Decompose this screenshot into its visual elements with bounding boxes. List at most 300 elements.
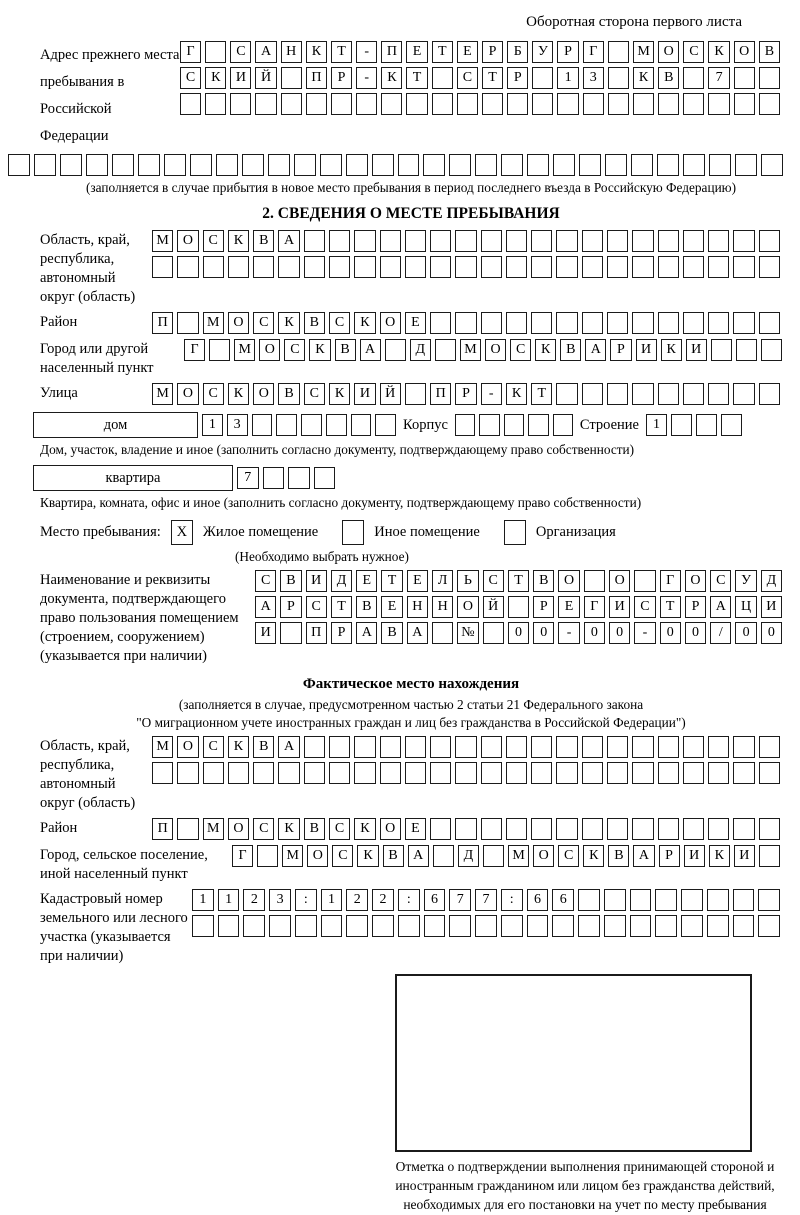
char-cell[interactable] bbox=[531, 312, 552, 334]
char-cell[interactable]: Ь bbox=[457, 570, 478, 592]
char-cell[interactable]: М bbox=[460, 339, 481, 361]
char-cell[interactable] bbox=[733, 915, 755, 937]
char-cell[interactable] bbox=[708, 230, 729, 252]
char-cell[interactable] bbox=[455, 414, 475, 436]
char-cell[interactable]: К bbox=[309, 339, 330, 361]
char-cell[interactable] bbox=[281, 67, 302, 89]
char-cell[interactable] bbox=[736, 339, 757, 361]
char-cell[interactable] bbox=[608, 93, 629, 115]
char-cell[interactable] bbox=[582, 312, 603, 334]
char-cell[interactable] bbox=[607, 736, 628, 758]
char-cell[interactable]: М bbox=[234, 339, 255, 361]
char-cell[interactable]: И bbox=[609, 596, 630, 618]
char-cell[interactable] bbox=[268, 154, 290, 176]
char-cell[interactable]: С bbox=[203, 230, 224, 252]
char-cell[interactable]: К bbox=[228, 230, 249, 252]
char-cell[interactable]: А bbox=[710, 596, 731, 618]
char-cell[interactable] bbox=[506, 762, 527, 784]
char-cell[interactable]: А bbox=[356, 622, 377, 644]
char-cell[interactable] bbox=[354, 762, 375, 784]
char-cell[interactable] bbox=[582, 736, 603, 758]
char-cell[interactable]: А bbox=[278, 230, 299, 252]
char-cell[interactable]: Т bbox=[432, 41, 453, 63]
char-cell[interactable] bbox=[633, 93, 654, 115]
char-cell[interactable] bbox=[380, 256, 401, 278]
char-cell[interactable] bbox=[177, 818, 198, 840]
char-cell[interactable] bbox=[278, 762, 299, 784]
char-cell[interactable]: С bbox=[683, 41, 704, 63]
char-cell[interactable]: И bbox=[230, 67, 251, 89]
char-cell[interactable]: Т bbox=[660, 596, 681, 618]
char-cell[interactable] bbox=[671, 414, 692, 436]
char-cell[interactable] bbox=[346, 154, 368, 176]
char-cell[interactable] bbox=[708, 312, 729, 334]
char-cell[interactable] bbox=[205, 93, 226, 115]
char-cell[interactable] bbox=[423, 154, 445, 176]
char-cell[interactable]: М bbox=[633, 41, 654, 63]
char-cell[interactable]: В bbox=[253, 230, 274, 252]
char-cell[interactable] bbox=[681, 889, 703, 911]
char-cell[interactable] bbox=[733, 230, 754, 252]
char-cell[interactable] bbox=[326, 414, 347, 436]
char-cell[interactable] bbox=[658, 312, 679, 334]
char-cell[interactable]: А bbox=[408, 845, 429, 867]
char-cell[interactable]: Г bbox=[180, 41, 201, 63]
char-cell[interactable] bbox=[405, 383, 426, 405]
char-cell[interactable] bbox=[228, 256, 249, 278]
char-cell[interactable] bbox=[608, 41, 629, 63]
char-cell[interactable] bbox=[582, 230, 603, 252]
char-cell[interactable] bbox=[733, 256, 754, 278]
char-cell[interactable] bbox=[331, 93, 352, 115]
char-cell[interactable] bbox=[501, 154, 523, 176]
char-cell[interactable] bbox=[658, 736, 679, 758]
char-cell[interactable]: Т bbox=[482, 67, 503, 89]
char-cell[interactable] bbox=[152, 256, 173, 278]
char-cell[interactable]: С bbox=[306, 596, 327, 618]
char-cell[interactable] bbox=[288, 467, 310, 489]
char-cell[interactable]: О bbox=[457, 596, 478, 618]
char-cell[interactable] bbox=[708, 383, 729, 405]
char-cell[interactable]: Т bbox=[331, 41, 352, 63]
char-cell[interactable] bbox=[356, 93, 377, 115]
char-cell[interactable]: 6 bbox=[424, 889, 446, 911]
char-cell[interactable] bbox=[655, 889, 677, 911]
char-cell[interactable]: 3 bbox=[227, 414, 248, 436]
char-cell[interactable] bbox=[430, 256, 451, 278]
char-cell[interactable] bbox=[658, 256, 679, 278]
char-cell[interactable] bbox=[556, 818, 577, 840]
char-cell[interactable]: О bbox=[259, 339, 280, 361]
char-cell[interactable] bbox=[481, 818, 502, 840]
char-cell[interactable] bbox=[481, 736, 502, 758]
char-cell[interactable]: 1 bbox=[557, 67, 578, 89]
char-cell[interactable] bbox=[230, 93, 251, 115]
char-cell[interactable]: Л bbox=[432, 570, 453, 592]
char-cell[interactable] bbox=[506, 230, 527, 252]
char-cell[interactable] bbox=[314, 467, 336, 489]
char-cell[interactable] bbox=[607, 256, 628, 278]
char-cell[interactable] bbox=[475, 915, 497, 937]
char-cell[interactable]: С bbox=[203, 383, 224, 405]
char-cell[interactable] bbox=[721, 414, 742, 436]
char-cell[interactable]: П bbox=[152, 818, 173, 840]
char-cell[interactable] bbox=[528, 414, 548, 436]
char-cell[interactable] bbox=[708, 93, 729, 115]
char-cell[interactable] bbox=[190, 154, 212, 176]
char-cell[interactable]: К bbox=[708, 41, 729, 63]
char-cell[interactable] bbox=[372, 154, 394, 176]
char-cell[interactable]: № bbox=[457, 622, 478, 644]
char-cell[interactable]: С bbox=[558, 845, 579, 867]
char-cell[interactable] bbox=[482, 93, 503, 115]
char-cell[interactable] bbox=[582, 818, 603, 840]
char-cell[interactable] bbox=[758, 889, 780, 911]
char-cell[interactable] bbox=[582, 383, 603, 405]
char-cell[interactable] bbox=[380, 736, 401, 758]
char-cell[interactable] bbox=[506, 818, 527, 840]
char-cell[interactable]: 6 bbox=[527, 889, 549, 911]
char-cell[interactable] bbox=[707, 915, 729, 937]
char-cell[interactable] bbox=[607, 312, 628, 334]
char-cell[interactable]: 0 bbox=[533, 622, 554, 644]
char-cell[interactable]: Б bbox=[507, 41, 528, 63]
char-cell[interactable]: О bbox=[380, 312, 401, 334]
char-cell[interactable] bbox=[205, 41, 226, 63]
char-cell[interactable]: С bbox=[329, 818, 350, 840]
char-cell[interactable]: 1 bbox=[321, 889, 343, 911]
char-cell[interactable]: О bbox=[558, 570, 579, 592]
char-cell[interactable] bbox=[761, 339, 782, 361]
char-cell[interactable] bbox=[481, 230, 502, 252]
char-cell[interactable] bbox=[733, 383, 754, 405]
char-cell[interactable]: О bbox=[685, 570, 706, 592]
char-cell[interactable]: Е bbox=[406, 41, 427, 63]
char-cell[interactable]: Г bbox=[660, 570, 681, 592]
char-cell[interactable] bbox=[683, 230, 704, 252]
char-cell[interactable] bbox=[632, 256, 653, 278]
char-cell[interactable]: 0 bbox=[735, 622, 756, 644]
char-cell[interactable] bbox=[759, 67, 780, 89]
char-cell[interactable] bbox=[329, 256, 350, 278]
char-cell[interactable]: К bbox=[357, 845, 378, 867]
char-cell[interactable]: М bbox=[203, 818, 224, 840]
char-cell[interactable]: С bbox=[457, 67, 478, 89]
char-cell[interactable] bbox=[329, 762, 350, 784]
char-cell[interactable]: С bbox=[253, 312, 274, 334]
char-cell[interactable] bbox=[733, 818, 754, 840]
char-cell[interactable] bbox=[683, 154, 705, 176]
char-cell[interactable] bbox=[658, 383, 679, 405]
char-cell[interactable]: И bbox=[636, 339, 657, 361]
char-cell[interactable]: А bbox=[278, 736, 299, 758]
char-cell[interactable]: С bbox=[304, 383, 325, 405]
char-cell[interactable] bbox=[531, 736, 552, 758]
char-cell[interactable] bbox=[604, 915, 626, 937]
char-cell[interactable] bbox=[632, 736, 653, 758]
char-cell[interactable] bbox=[556, 256, 577, 278]
char-cell[interactable] bbox=[405, 736, 426, 758]
char-cell[interactable] bbox=[455, 736, 476, 758]
char-cell[interactable] bbox=[138, 154, 160, 176]
char-cell[interactable]: С bbox=[510, 339, 531, 361]
char-cell[interactable]: 0 bbox=[660, 622, 681, 644]
char-cell[interactable] bbox=[658, 230, 679, 252]
char-cell[interactable]: К bbox=[306, 41, 327, 63]
char-cell[interactable]: О bbox=[253, 383, 274, 405]
char-cell[interactable] bbox=[177, 312, 198, 334]
char-cell[interactable]: Р bbox=[482, 41, 503, 63]
char-cell[interactable] bbox=[655, 915, 677, 937]
char-cell[interactable]: С bbox=[255, 570, 276, 592]
char-cell[interactable] bbox=[683, 256, 704, 278]
char-cell[interactable]: П bbox=[306, 622, 327, 644]
char-cell[interactable] bbox=[218, 915, 240, 937]
char-cell[interactable] bbox=[556, 383, 577, 405]
char-cell[interactable]: О bbox=[228, 818, 249, 840]
char-cell[interactable]: В bbox=[304, 312, 325, 334]
char-cell[interactable] bbox=[632, 818, 653, 840]
char-cell[interactable] bbox=[252, 414, 273, 436]
char-cell[interactable] bbox=[608, 67, 629, 89]
char-cell[interactable]: О bbox=[609, 570, 630, 592]
char-cell[interactable] bbox=[658, 818, 679, 840]
char-cell[interactable]: А bbox=[585, 339, 606, 361]
char-cell[interactable]: Й bbox=[255, 67, 276, 89]
char-cell[interactable] bbox=[507, 93, 528, 115]
char-cell[interactable] bbox=[253, 762, 274, 784]
char-cell[interactable]: В bbox=[533, 570, 554, 592]
char-cell[interactable]: Р bbox=[533, 596, 554, 618]
char-cell[interactable]: А bbox=[255, 41, 276, 63]
char-cell[interactable]: 3 bbox=[269, 889, 291, 911]
char-cell[interactable]: К bbox=[633, 67, 654, 89]
char-cell[interactable] bbox=[707, 889, 729, 911]
char-cell[interactable] bbox=[280, 622, 301, 644]
char-cell[interactable] bbox=[696, 414, 717, 436]
char-cell[interactable] bbox=[455, 762, 476, 784]
char-cell[interactable] bbox=[304, 736, 325, 758]
char-cell[interactable]: М bbox=[152, 736, 173, 758]
char-cell[interactable] bbox=[579, 154, 601, 176]
char-cell[interactable]: О bbox=[177, 736, 198, 758]
char-cell[interactable]: Т bbox=[508, 570, 529, 592]
char-cell[interactable] bbox=[735, 154, 757, 176]
char-cell[interactable] bbox=[556, 736, 577, 758]
char-cell[interactable] bbox=[432, 93, 453, 115]
char-cell[interactable]: 2 bbox=[372, 889, 394, 911]
char-cell[interactable]: 2 bbox=[346, 889, 368, 911]
char-cell[interactable]: С bbox=[634, 596, 655, 618]
char-cell[interactable]: К bbox=[506, 383, 527, 405]
char-cell[interactable] bbox=[380, 762, 401, 784]
char-cell[interactable]: С bbox=[329, 312, 350, 334]
char-cell[interactable]: О bbox=[380, 818, 401, 840]
char-cell[interactable] bbox=[683, 762, 704, 784]
char-cell[interactable] bbox=[733, 762, 754, 784]
char-cell[interactable] bbox=[253, 256, 274, 278]
char-cell[interactable] bbox=[531, 256, 552, 278]
char-cell[interactable] bbox=[632, 230, 653, 252]
char-cell[interactable]: Р bbox=[507, 67, 528, 89]
char-cell[interactable] bbox=[759, 312, 780, 334]
char-cell[interactable] bbox=[304, 230, 325, 252]
char-cell[interactable] bbox=[430, 762, 451, 784]
char-cell[interactable]: П bbox=[152, 312, 173, 334]
char-cell[interactable] bbox=[192, 915, 214, 937]
char-cell[interactable] bbox=[481, 762, 502, 784]
char-cell[interactable]: О bbox=[734, 41, 755, 63]
char-cell[interactable] bbox=[449, 915, 471, 937]
char-cell[interactable] bbox=[508, 596, 529, 618]
char-cell[interactable] bbox=[708, 818, 729, 840]
char-cell[interactable]: Г bbox=[184, 339, 205, 361]
char-cell[interactable]: А bbox=[407, 622, 428, 644]
char-cell[interactable] bbox=[553, 414, 573, 436]
char-cell[interactable]: К bbox=[381, 67, 402, 89]
char-cell[interactable] bbox=[255, 93, 276, 115]
char-cell[interactable] bbox=[582, 762, 603, 784]
char-cell[interactable] bbox=[263, 467, 285, 489]
char-cell[interactable]: : bbox=[501, 889, 523, 911]
char-cell[interactable]: 1 bbox=[218, 889, 240, 911]
char-cell[interactable] bbox=[658, 93, 679, 115]
char-cell[interactable]: 7 bbox=[708, 67, 729, 89]
char-cell[interactable]: Й bbox=[483, 596, 504, 618]
char-cell[interactable] bbox=[607, 383, 628, 405]
char-cell[interactable]: Р bbox=[557, 41, 578, 63]
char-cell[interactable]: С bbox=[483, 570, 504, 592]
char-cell[interactable] bbox=[8, 154, 30, 176]
char-cell[interactable] bbox=[276, 414, 297, 436]
char-cell[interactable]: Е bbox=[405, 312, 426, 334]
char-cell[interactable]: Г bbox=[584, 596, 605, 618]
char-cell[interactable] bbox=[632, 383, 653, 405]
char-cell[interactable] bbox=[278, 256, 299, 278]
char-cell[interactable]: А bbox=[633, 845, 654, 867]
char-cell[interactable]: Н bbox=[281, 41, 302, 63]
char-cell[interactable] bbox=[632, 762, 653, 784]
char-cell[interactable]: Р bbox=[331, 67, 352, 89]
char-cell[interactable]: - bbox=[634, 622, 655, 644]
char-cell[interactable] bbox=[759, 230, 780, 252]
char-cell[interactable] bbox=[630, 915, 652, 937]
char-cell[interactable] bbox=[432, 67, 453, 89]
char-cell[interactable] bbox=[435, 339, 456, 361]
char-cell[interactable]: К bbox=[354, 818, 375, 840]
char-cell[interactable]: П bbox=[306, 67, 327, 89]
char-cell[interactable] bbox=[552, 915, 574, 937]
char-cell[interactable]: В bbox=[759, 41, 780, 63]
char-cell[interactable] bbox=[424, 915, 446, 937]
char-cell[interactable]: Т bbox=[406, 67, 427, 89]
char-cell[interactable]: И bbox=[354, 383, 375, 405]
char-cell[interactable] bbox=[758, 915, 780, 937]
char-cell[interactable] bbox=[152, 762, 173, 784]
char-cell[interactable] bbox=[759, 818, 780, 840]
char-cell[interactable] bbox=[605, 154, 627, 176]
char-cell[interactable] bbox=[657, 154, 679, 176]
residential-checkbox[interactable]: X bbox=[171, 520, 193, 545]
char-cell[interactable] bbox=[295, 915, 317, 937]
char-cell[interactable]: - bbox=[481, 383, 502, 405]
char-cell[interactable] bbox=[632, 312, 653, 334]
char-cell[interactable] bbox=[457, 93, 478, 115]
char-cell[interactable]: М bbox=[152, 230, 173, 252]
char-cell[interactable]: У bbox=[532, 41, 553, 63]
char-cell[interactable] bbox=[216, 154, 238, 176]
char-cell[interactable]: Е bbox=[407, 570, 428, 592]
char-cell[interactable]: С bbox=[332, 845, 353, 867]
char-cell[interactable] bbox=[381, 93, 402, 115]
char-cell[interactable] bbox=[708, 736, 729, 758]
char-cell[interactable]: О bbox=[533, 845, 554, 867]
char-cell[interactable]: 0 bbox=[761, 622, 782, 644]
char-cell[interactable] bbox=[430, 736, 451, 758]
char-cell[interactable] bbox=[209, 339, 230, 361]
char-cell[interactable] bbox=[607, 818, 628, 840]
char-cell[interactable]: - bbox=[356, 67, 377, 89]
char-cell[interactable]: Р bbox=[610, 339, 631, 361]
char-cell[interactable] bbox=[506, 736, 527, 758]
char-cell[interactable] bbox=[683, 67, 704, 89]
char-cell[interactable] bbox=[708, 256, 729, 278]
char-cell[interactable]: - bbox=[558, 622, 579, 644]
char-cell[interactable] bbox=[329, 230, 350, 252]
char-cell[interactable] bbox=[630, 889, 652, 911]
char-cell[interactable]: К bbox=[535, 339, 556, 361]
char-cell[interactable]: 7 bbox=[449, 889, 471, 911]
char-cell[interactable] bbox=[483, 622, 504, 644]
char-cell[interactable] bbox=[346, 915, 368, 937]
char-cell[interactable] bbox=[556, 230, 577, 252]
char-cell[interactable]: Д bbox=[458, 845, 479, 867]
char-cell[interactable]: И bbox=[686, 339, 707, 361]
char-cell[interactable] bbox=[281, 93, 302, 115]
char-cell[interactable]: Й bbox=[380, 383, 401, 405]
char-cell[interactable] bbox=[607, 762, 628, 784]
char-cell[interactable] bbox=[759, 845, 780, 867]
char-cell[interactable]: А bbox=[360, 339, 381, 361]
char-cell[interactable]: 0 bbox=[508, 622, 529, 644]
char-cell[interactable] bbox=[683, 818, 704, 840]
char-cell[interactable]: И bbox=[684, 845, 705, 867]
char-cell[interactable]: О bbox=[228, 312, 249, 334]
char-cell[interactable]: И bbox=[255, 622, 276, 644]
char-cell[interactable] bbox=[351, 414, 372, 436]
char-cell[interactable] bbox=[455, 818, 476, 840]
char-cell[interactable]: М bbox=[203, 312, 224, 334]
char-cell[interactable]: С bbox=[284, 339, 305, 361]
char-cell[interactable] bbox=[759, 736, 780, 758]
char-cell[interactable] bbox=[405, 230, 426, 252]
char-cell[interactable] bbox=[329, 736, 350, 758]
char-cell[interactable]: В bbox=[280, 570, 301, 592]
char-cell[interactable]: Ц bbox=[735, 596, 756, 618]
char-cell[interactable] bbox=[430, 230, 451, 252]
char-cell[interactable]: Р bbox=[280, 596, 301, 618]
char-cell[interactable] bbox=[556, 762, 577, 784]
char-cell[interactable] bbox=[430, 312, 451, 334]
char-cell[interactable] bbox=[112, 154, 134, 176]
char-cell[interactable]: 7 bbox=[475, 889, 497, 911]
char-cell[interactable]: Е bbox=[356, 570, 377, 592]
char-cell[interactable]: Т bbox=[381, 570, 402, 592]
char-cell[interactable] bbox=[553, 154, 575, 176]
char-cell[interactable] bbox=[375, 414, 396, 436]
char-cell[interactable] bbox=[354, 230, 375, 252]
char-cell[interactable] bbox=[177, 256, 198, 278]
